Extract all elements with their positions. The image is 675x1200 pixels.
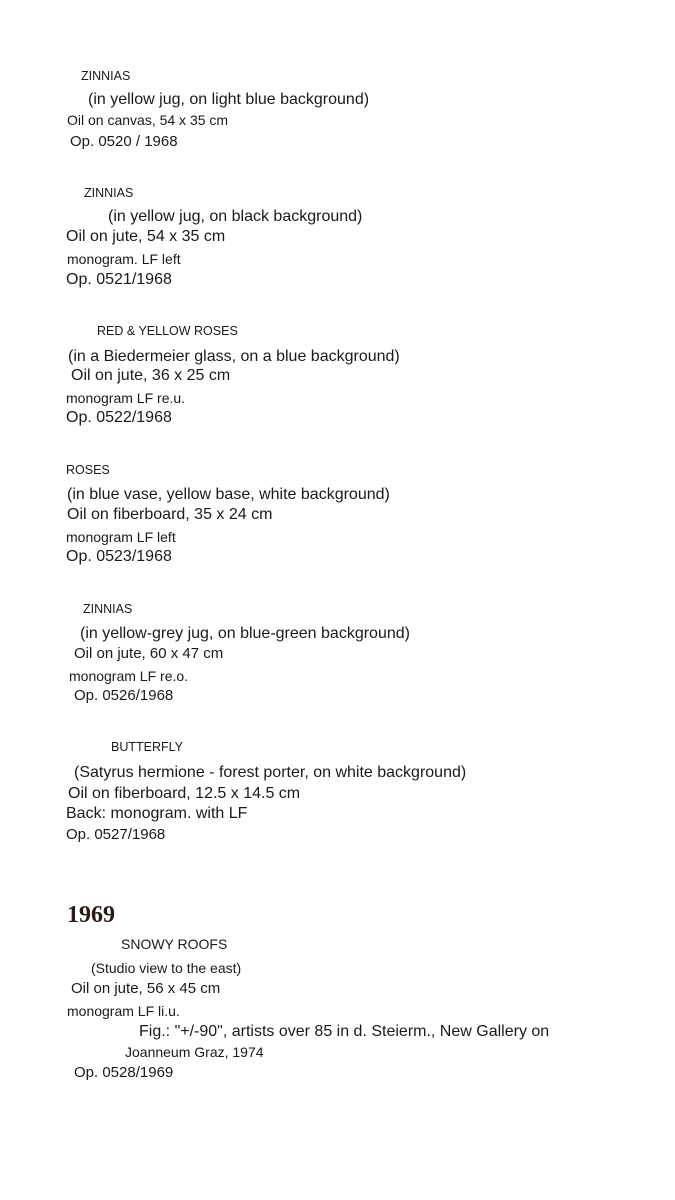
artwork-medium: Oil on fiberboard, 35 x 24 cm bbox=[67, 506, 273, 523]
artwork-medium: Oil on jute, 60 x 47 cm bbox=[74, 645, 224, 662]
artwork-opus: Op. 0521/1968 bbox=[66, 271, 172, 288]
artwork-signature: monogram LF left bbox=[66, 529, 176, 545]
artwork-description: (in blue vase, yellow base, white background) bbox=[67, 486, 390, 503]
artwork-description: (in yellow-grey jug, on blue-green background) bbox=[80, 625, 410, 642]
artwork-description: (Satyrus hermione - forest porter, on white background) bbox=[74, 764, 467, 781]
artwork-title: ZINNIAS bbox=[83, 602, 133, 616]
artwork-title: ZINNIAS bbox=[84, 186, 134, 200]
artwork-signature: monogram. LF left bbox=[67, 251, 181, 267]
artwork-medium: Oil on jute, 36 x 25 cm bbox=[71, 367, 231, 384]
exhibition-note-line-2: Joanneum Graz, 1974 bbox=[125, 1044, 264, 1060]
artwork-signature: monogram LF re.u. bbox=[66, 390, 186, 406]
artwork-medium: Oil on jute, 56 x 45 cm bbox=[71, 980, 221, 997]
artwork-opus: Op. 0528/1969 bbox=[74, 1064, 174, 1081]
artwork-description: (Studio view to the east) bbox=[91, 960, 242, 976]
artwork-medium: Oil on fiberboard, 12.5 x 14.5 cm bbox=[68, 785, 301, 802]
artwork-medium: Oil on jute, 54 x 35 cm bbox=[66, 228, 226, 245]
artwork-signature: monogram LF li.u. bbox=[67, 1003, 180, 1019]
artwork-signature: Back: monogram. with LF bbox=[66, 805, 248, 822]
exhibition-note-line-1: Fig.: "+/-90", artists over 85 in d. Steierm., New Gallery on bbox=[139, 1023, 550, 1040]
artwork-description: (in a Biedermeier glass, on a blue background) bbox=[68, 348, 400, 365]
artwork-medium: Oil on canvas, 54 x 35 cm bbox=[67, 112, 229, 128]
artwork-title: RED & YELLOW ROSES bbox=[97, 324, 238, 338]
artwork-description: (in yellow jug, on light blue background) bbox=[88, 91, 370, 108]
artwork-opus: Op. 0520 / 1968 bbox=[70, 133, 178, 150]
artwork-title: SNOWY ROOFS bbox=[121, 936, 228, 952]
artwork-title: BUTTERFLY bbox=[111, 740, 183, 754]
artwork-signature: monogram LF re.o. bbox=[69, 668, 189, 684]
year-heading: 1969 bbox=[67, 902, 115, 928]
artwork-opus: Op. 0526/1968 bbox=[74, 687, 174, 704]
artwork-opus: Op. 0522/1968 bbox=[66, 409, 172, 426]
artwork-title: ROSES bbox=[66, 463, 110, 477]
artwork-opus: Op. 0523/1968 bbox=[66, 548, 172, 565]
artwork-title: ZINNIAS bbox=[81, 69, 131, 83]
artwork-description: (in yellow jug, on black background) bbox=[108, 208, 363, 225]
artwork-opus: Op. 0527/1968 bbox=[66, 826, 166, 843]
